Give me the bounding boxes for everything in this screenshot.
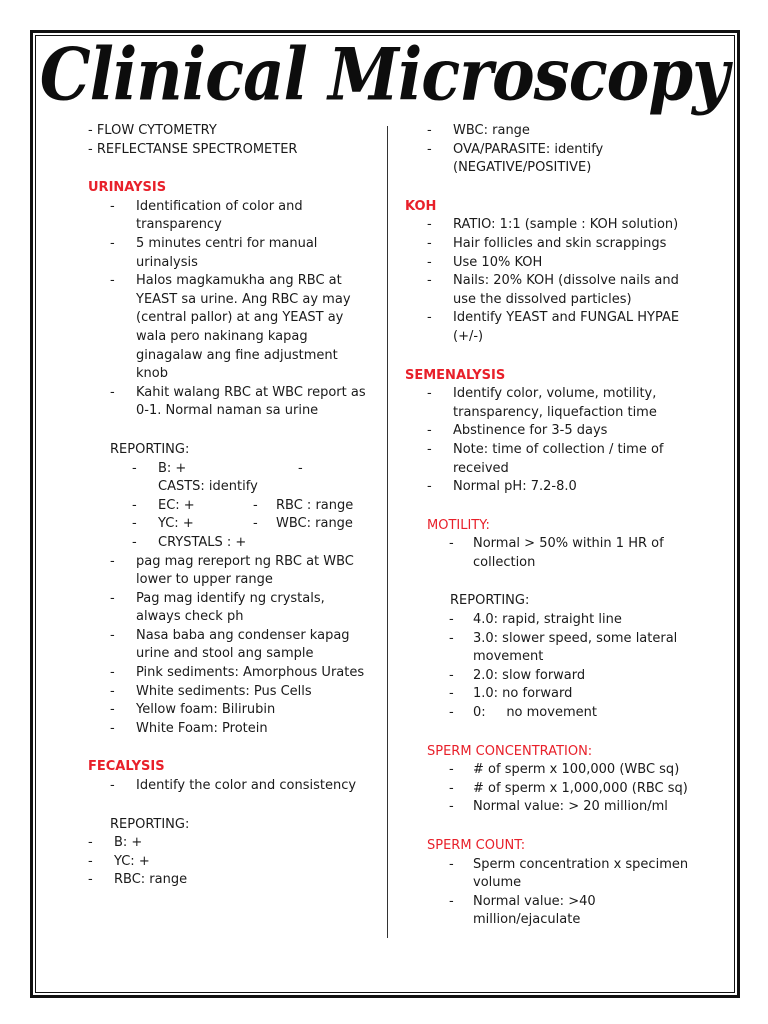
list-item: - # of sperm x 1,000,000 (RBC sq) bbox=[405, 780, 690, 799]
list-item: - Identification of color and transparency bbox=[88, 198, 370, 235]
list-item: - Normal > 50% within 1 HR of collection bbox=[405, 535, 690, 572]
list-item: - Normal value: > 20 million/ml bbox=[405, 798, 690, 817]
list-item: - 2.0: slow forward bbox=[405, 667, 690, 686]
motility-list bbox=[405, 535, 690, 572]
list-item: - OVA/PARASITE: identify (NEGATIVE/POSITIVE) bbox=[405, 141, 690, 178]
list-item: - Use 10% KOH bbox=[405, 254, 690, 273]
report-yc: YC: + bbox=[158, 516, 194, 532]
list-item: - 0: no movement bbox=[405, 704, 690, 723]
list-item: - # of sperm x 100,000 (WBC sq) bbox=[405, 761, 690, 780]
report-crystals: CRYSTALS : + bbox=[158, 534, 247, 550]
column-divider bbox=[387, 126, 388, 938]
fecalysis-reporting-list bbox=[66, 834, 370, 890]
fecalysis-list bbox=[88, 777, 370, 796]
sperm-concentration-list bbox=[405, 761, 690, 817]
sperm-count-list bbox=[405, 856, 690, 930]
right-top-list bbox=[405, 122, 690, 178]
koh-heading: KOH bbox=[405, 198, 437, 214]
koh-list bbox=[405, 216, 690, 346]
urinalysis-reporting-grid: - B: + - CASTS: identify - EC: + - RBC : range - YC: + - WBC: range - CRYSTALS : + bbox=[88, 460, 370, 553]
urinalysis-notes bbox=[88, 553, 370, 739]
semenalysis-heading: SEMENALYSIS bbox=[405, 367, 506, 383]
report-casts-dash: - bbox=[298, 460, 303, 476]
list-item: - Note: time of collection / time of received bbox=[405, 441, 690, 478]
intro-line: - FLOW CYTOMETRY bbox=[88, 123, 217, 138]
sperm-concentration-heading: SPERM CONCENTRATION: bbox=[427, 743, 593, 759]
report-rbc: RBC : range bbox=[276, 497, 354, 513]
urinalysis-heading: URINAYSIS bbox=[88, 180, 167, 196]
motility-heading: MOTILITY: bbox=[427, 517, 490, 533]
list-item: - Identify color, volume, motility, transparency, liquefaction time bbox=[405, 385, 690, 422]
report-casts: CASTS: identify bbox=[158, 479, 258, 495]
list-item: - Identify YEAST and FUNGAL HYPAE (+/-) bbox=[405, 309, 690, 346]
urinalysis-list bbox=[88, 198, 370, 421]
list-item: - Pink sediments: Amorphous Urates bbox=[88, 664, 370, 683]
list-item: - Yellow foam: Bilirubin bbox=[88, 701, 370, 720]
list-item: - White sediments: Pus Cells bbox=[88, 683, 370, 702]
list-item: - Abstinence for 3-5 days bbox=[405, 422, 690, 441]
list-item: - Pag mag identify ng crystals, always check ph bbox=[88, 590, 370, 627]
list-item: - B: + bbox=[66, 834, 370, 853]
urinalysis-reporting-label: REPORTING: bbox=[110, 441, 190, 457]
motility-reporting-list bbox=[405, 611, 690, 723]
list-item: - White Foam: Protein bbox=[88, 720, 370, 739]
list-item: - RBC: range bbox=[66, 871, 370, 890]
fecalysis-heading: FECALYSIS bbox=[88, 759, 165, 775]
list-item: - Hair follicles and skin scrappings bbox=[405, 235, 690, 254]
report-wbc: WBC: range bbox=[276, 516, 353, 532]
list-item: - Halos magkamukha ang RBC at YEAST sa urine. Ang RBC ay may (central pallor) at ang YEAST ay wala pero nakinang kapag ginagalaw ang fine adjustment knob bbox=[88, 272, 370, 384]
list-item: - Normal pH: 7.2-8.0 bbox=[405, 478, 690, 497]
left-column bbox=[88, 122, 370, 890]
list-item: - pag mag rereport ng RBC at WBC lower to upper range bbox=[88, 553, 370, 590]
intro-line: - REFLECTANSE SPECTROMETER bbox=[88, 141, 298, 157]
list-item: - Kahit walang RBC at WBC report as 0-1. Normal naman sa urine bbox=[88, 384, 370, 421]
list-item: - Normal value: >40 million/ejaculate bbox=[405, 893, 690, 930]
semenalysis-list bbox=[405, 385, 690, 497]
list-item: - Nails: 20% KOH (dissolve nails and use the dissolved particles) bbox=[405, 272, 690, 309]
fecalysis-reporting-label: REPORTING: bbox=[110, 816, 190, 832]
sperm-count-heading: SPERM COUNT: bbox=[427, 838, 526, 853]
list-item: - Nasa baba ang condenser kapag urine and stool ang sample bbox=[88, 627, 370, 664]
list-item: - 4.0: rapid, straight line bbox=[405, 611, 690, 630]
document-title: Clinical Microscopy bbox=[39, 33, 729, 118]
list-item: - WBC: range bbox=[405, 122, 690, 141]
list-item: - YC: + bbox=[66, 853, 370, 872]
motility-reporting-label: REPORTING: bbox=[450, 593, 530, 609]
report-ec: EC: + bbox=[158, 497, 195, 513]
list-item: - RATIO: 1:1 (sample : KOH solution) bbox=[405, 216, 690, 235]
list-item: - Identify the color and consistency bbox=[88, 777, 370, 796]
right-column bbox=[405, 122, 690, 930]
list-item: - Sperm concentration x specimen volume bbox=[405, 856, 690, 893]
list-item: - 1.0: no forward bbox=[405, 685, 690, 704]
list-item: - 5 minutes centri for manual urinalysis bbox=[88, 235, 370, 272]
list-item: - 3.0: slower speed, some lateral movement bbox=[405, 630, 690, 667]
report-b: B: + bbox=[158, 460, 187, 476]
